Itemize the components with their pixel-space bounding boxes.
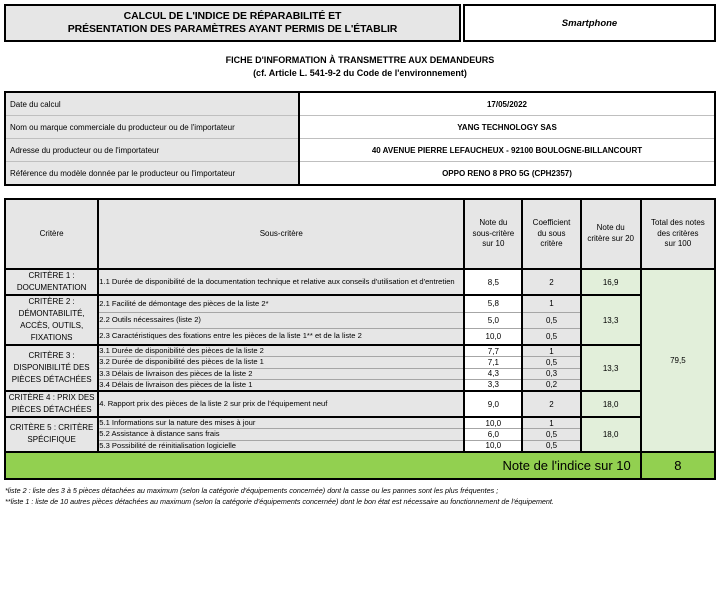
subcriterion-score: 10,0 [464, 417, 522, 429]
document-title-box [4, 4, 461, 42]
subcriterion-score: 4,3 [464, 368, 522, 379]
subcriterion-score: 8,5 [464, 269, 522, 295]
header-note-crit-20 [581, 199, 641, 269]
subcriterion-score: 10,0 [464, 328, 522, 345]
header-total-line1: Total des notes [650, 217, 705, 227]
title-line-2: PRÉSENTATION DES PARAMÈTRES AYANT PERMIS DE L'ÉTABLIR [67, 23, 398, 35]
info-value-brand: YANG TECHNOLOGY SAS [299, 116, 715, 139]
reparability-index-document [0, 4, 720, 616]
subcriterion-label: 2.3 Caractéristiques des fixations entre les pièces de la liste 1** et de la liste 2 [98, 328, 464, 345]
subcriterion-label: 3.4 Délais de livraison des pièces de la liste 1 [98, 379, 464, 391]
subcriterion-label: 5.2 Assistance à distance sans frais [98, 429, 464, 440]
header-total-line2: des critères [657, 228, 699, 238]
subcriterion-coefficient: 1 [522, 417, 580, 429]
subcriterion-label: 1.1 Durée de disponibilité de la documentation technique et relative aux conseils d'utilisation et d'entretien [98, 269, 464, 295]
subtitle-line-2: (cf. Article L. 541-9-2 du Code de l'environnement) [253, 68, 467, 79]
document-subtitle [0, 54, 720, 80]
subcriterion-coefficient: 0,5 [522, 328, 580, 345]
final-index-value: 8 [641, 452, 715, 479]
criterion-score-20: 13,3 [581, 345, 641, 391]
scoring-table-body [5, 269, 715, 452]
subcriterion-label: 3.2 Durée de disponibilité des pièces de la liste 1 [98, 357, 464, 368]
scoring-table [4, 198, 716, 480]
subcriterion-score: 10,0 [464, 440, 522, 452]
criterion-score-20: 13,3 [581, 295, 641, 345]
footnote-liste-1: **liste 1 : liste de 10 autres pièces détachées au maximum (selon la catégorie d'équipements concernée) dont le bon état est nécessaire au fonctionnement de l'équipement. [5, 497, 554, 506]
info-row [5, 139, 715, 162]
subcriterion-score: 6,0 [464, 429, 522, 440]
header-note10-line3: sur 10 [482, 239, 505, 249]
scoring-header-row [5, 199, 715, 269]
header-note10-line2: sous-critère [472, 228, 515, 238]
info-value-date: 17/05/2022 [299, 92, 715, 116]
criterion-name-cell [5, 295, 98, 345]
criterion-name-line: SPÉCIFIQUE [27, 435, 76, 445]
subcriterion-label: 2.2 Outils nécessaires (liste 2) [98, 312, 464, 328]
subcriterion-coefficient: 0,5 [522, 312, 580, 328]
info-label-date: Date du calcul [5, 92, 299, 116]
criterion-name-line: PIÈCES DÉTACHÉES [11, 405, 92, 415]
header-coef-line2: du sous [537, 228, 566, 238]
table-row [5, 417, 715, 429]
criterion-name-cell [5, 345, 98, 391]
criterion-name-line: CRITÈRE 2 : [28, 297, 75, 307]
criterion-name-line: CRITÈRE 1 : [28, 271, 75, 281]
subcriterion-coefficient: 2 [522, 391, 580, 417]
header-total-line3: sur 100 [664, 239, 692, 249]
criterion-name-cell [5, 391, 98, 417]
subcriterion-coefficient: 1 [522, 295, 580, 312]
subcriterion-label: 3.3 Délais de livraison des pièces de la liste 2 [98, 368, 464, 379]
header-coef-line3: critère [540, 239, 563, 249]
footnotes-block [5, 485, 716, 507]
info-row [5, 116, 715, 139]
criterion-name-line: DOCUMENTATION [16, 283, 87, 293]
footnote-liste-2: *liste 2 : liste des 3 à 5 pièces détachées au maximum (selon la catégorie d'équipements concernée) dont la casse ou les pannes sont les plus fréquentes ; [5, 485, 499, 495]
criterion-name-cell [5, 417, 98, 452]
header-coefficient [522, 199, 580, 269]
subcriterion-coefficient: 1 [522, 345, 580, 357]
criterion-name-line: CRITÈRE 5 : CRITÈRE [9, 423, 94, 433]
criterion-name-line: FIXATIONS [30, 333, 73, 343]
header-note-sub-10 [464, 199, 522, 269]
criterion-name-line: CRITÈRE 4 : PRIX DES [8, 393, 95, 403]
scoring-table-head [5, 199, 715, 269]
product-category-label: Smartphone [561, 17, 618, 29]
producer-info-table [4, 91, 716, 186]
header-coef-line1: Coefficient [532, 217, 571, 227]
criterion-score-20: 18,0 [581, 417, 641, 452]
subcriterion-score: 3,3 [464, 379, 522, 391]
scoring-table-foot [5, 452, 715, 479]
subcriterion-label: 5.3 Possibilité de réinitialisation logicielle [98, 440, 464, 452]
subcriterion-label: 2.1 Facilité de démontage des pièces de la liste 2* [98, 295, 464, 312]
subcriterion-label: 4. Rapport prix des pièces de la liste 2 sur prix de l'équipement neuf [98, 391, 464, 417]
info-row [5, 92, 715, 116]
subcriterion-score: 7,1 [464, 357, 522, 368]
header-note20-line1: Note du [596, 223, 625, 233]
document-title-bar [4, 4, 716, 42]
subcriterion-label: 3.1 Durée de disponibilité des pièces de la liste 2 [98, 345, 464, 357]
criterion-name-line: CRITÈRE 3 : [28, 351, 75, 361]
subcriterion-label: 5.1 Informations sur la nature des mises à jour [98, 417, 464, 429]
final-index-row [5, 452, 715, 479]
info-row [5, 162, 715, 186]
criterion-name-line: DÉMONTABILITÉ, [18, 309, 85, 319]
header-note10-line1: Note du [479, 217, 508, 227]
table-row [5, 391, 715, 417]
subcriterion-score: 7,7 [464, 345, 522, 357]
criterion-name-cell [5, 269, 98, 295]
subtitle-line-1: FICHE D'INFORMATION À TRANSMETTRE AUX DEMANDEURS [225, 55, 495, 65]
table-row [5, 295, 715, 312]
header-note20-line2: critère sur 20 [587, 234, 634, 244]
info-label-model: Référence du modèle donnée par le producteur ou l'importateur [5, 162, 299, 186]
total-score-100: 79,5 [641, 269, 715, 452]
subcriterion-coefficient: 2 [522, 269, 580, 295]
subcriterion-coefficient: 0,5 [522, 357, 580, 368]
info-value-address: 40 AVENUE PIERRE LEFAUCHEUX - 92100 BOULOGNE-BILLANCOURT [299, 139, 715, 162]
info-label-brand: Nom ou marque commerciale du producteur ou de l'importateur [5, 116, 299, 139]
criterion-score-20: 16,9 [581, 269, 641, 295]
criterion-name-line: PIÈCES DÉTACHÉES [11, 375, 92, 385]
product-category-box [463, 4, 716, 42]
subcriterion-coefficient: 0,3 [522, 368, 580, 379]
subcriterion-score: 9,0 [464, 391, 522, 417]
info-value-model: OPPO RENO 8 PRO 5G (CPH2357) [299, 162, 715, 186]
subcriterion-coefficient: 0,5 [522, 429, 580, 440]
criterion-name-line: ACCÈS, OUTILS, [20, 321, 84, 331]
final-index-label: Note de l'indice sur 10 [5, 452, 641, 479]
table-row [5, 269, 715, 295]
info-label-address: Adresse du producteur ou de l'importateur [5, 139, 299, 162]
subcriterion-coefficient: 0,2 [522, 379, 580, 391]
title-line-1: CALCUL DE L'INDICE DE RÉPARABILITÉ ET [123, 9, 342, 22]
criterion-name-line: DISPONIBILITÉ DES [13, 363, 90, 373]
header-total-100 [641, 199, 715, 269]
criterion-score-20: 18,0 [581, 391, 641, 417]
producer-info-body [5, 92, 715, 185]
header-subcriterion: Sous-critère [98, 199, 464, 269]
subcriterion-score: 5,8 [464, 295, 522, 312]
header-criterion: Critère [5, 199, 98, 269]
subcriterion-score: 5,0 [464, 312, 522, 328]
subcriterion-coefficient: 0,5 [522, 440, 580, 452]
table-row [5, 345, 715, 357]
